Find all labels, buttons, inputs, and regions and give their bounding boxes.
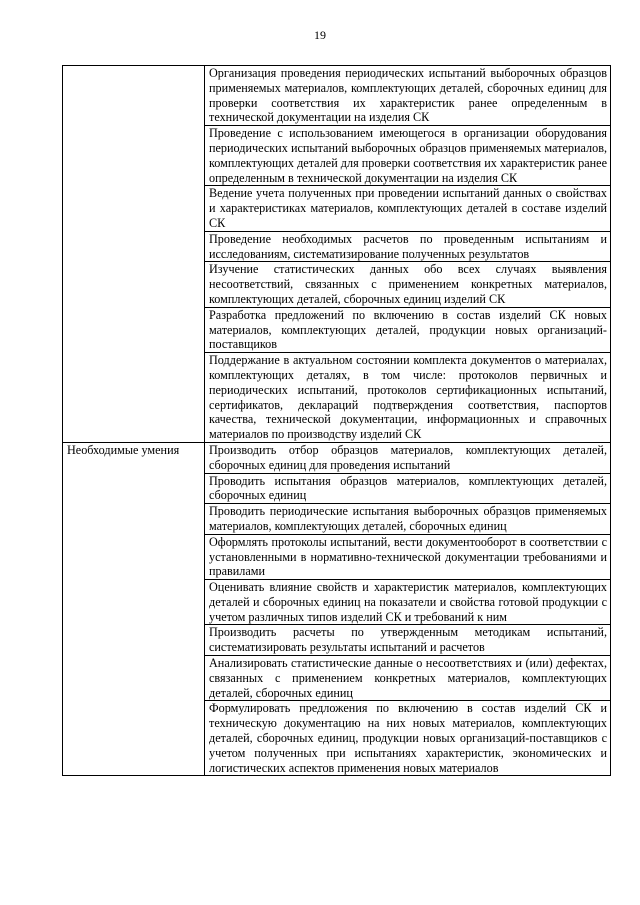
- table-cell: Изучение статистических данных обо всех случаях выявления несоответствий, связанных с применением конкретных материалов, комплектующих деталей, сборочных единиц изделий СК: [205, 262, 611, 307]
- table-row: [63, 442, 611, 473]
- table-cell: Поддержание в актуальном состоянии комплекта документов о материалах, комплектующих деталях, в том числе: протоколов первичных и периодических испытаний, протоколов сертификационных испытаний, сертификатов, деклараций подтверждения соответствия, паспортов качества, технической документации, информационных и справочных материалов по производству изделий СК: [205, 353, 611, 443]
- section-label-previous: [63, 66, 205, 443]
- table-cell: Разработка предложений по включению в состав изделий СК новых материалов, комплектующих деталей, продукции новых организаций-поставщиков: [205, 307, 611, 352]
- table-cell: Оценивать влияние свойств и характеристик материалов, комплектующих деталей и сборочных единиц на показатели и свойства готовой продукции с учетом различных типов изделий СК и требований к ним: [205, 580, 611, 625]
- table-cell: Проводить периодические испытания выборочных образцов применяемых материалов, комплектующих деталей, сборочных единиц: [205, 504, 611, 535]
- table-row: [63, 66, 611, 126]
- section-label-skills: Необходимые умения: [63, 442, 205, 776]
- table-cell: Оформлять протоколы испытаний, вести документооборот в соответствии с установленными в нормативно-технической документации требованиями и правилами: [205, 534, 611, 579]
- table-cell: Ведение учета полученных при проведении испытаний данных о свойствах и характеристиках материалов, комплектующих деталей в составе изделий СК: [205, 186, 611, 231]
- table-cell: Проводить испытания образцов материалов, комплектующих деталей, сборочных единиц: [205, 473, 611, 504]
- table-cell: Анализировать статистические данные о несоответствиях и (или) дефектах, связанных с применением конкретных материалов, комплектующих деталей, сборочных единиц: [205, 656, 611, 701]
- table-cell: Производить расчеты по утвержденным методикам испытаний, систематизировать результаты испытаний и расчетов: [205, 625, 611, 656]
- table-cell: Производить отбор образцов материалов, комплектующих деталей, сборочных единиц для проведения испытаний: [205, 442, 611, 473]
- table-cell: Организация проведения периодических испытаний выборочных образцов применяемых материалов, комплектующих деталей, сборочных единиц для проверки соответствия их характеристик ранее определенным в технической документации на изделия СК: [205, 66, 611, 126]
- requirements-table: [62, 65, 611, 776]
- page-number: 19: [314, 28, 326, 42]
- table-cell: Формулировать предложения по включению в состав изделий СК и техническую документацию на них новых материалов, комплектующих деталей, сборочных единиц, продукции новых организаций-поставщиков с учетом полученных при испытаниях характеристик, экономических и логистических аспектов применения новых материалов: [205, 701, 611, 776]
- table-cell: Проведение с использованием имеющегося в организации оборудования периодических испытаний выборочных образцов применяемых материалов, комплектующих деталей для проверки соответствия их характеристик ранее определенным в технической документации на изделия СК: [205, 126, 611, 186]
- table-cell: Проведение необходимых расчетов по проведенным испытаниям и исследованиям, систематизирование полученных результатов: [205, 231, 611, 262]
